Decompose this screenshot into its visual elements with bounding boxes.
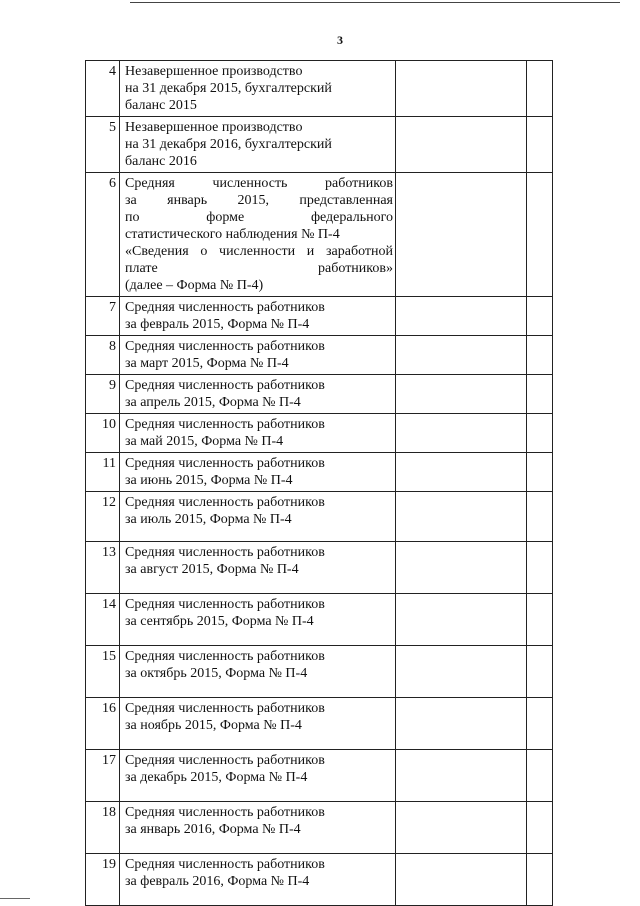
- description-line: Средняя численность работников: [125, 378, 325, 393]
- extra-cell: [527, 453, 553, 492]
- row-number: 16: [86, 698, 120, 750]
- description-line: баланс 2016: [125, 154, 197, 169]
- description-line: по форме федерального: [125, 210, 393, 225]
- description-line: Незавершенное производство: [125, 120, 303, 135]
- value-cell: [396, 698, 527, 750]
- value-cell: [396, 117, 527, 173]
- table-row: [86, 173, 553, 297]
- description-line: за январь 2015, представленная: [125, 193, 393, 208]
- extra-cell: [527, 646, 553, 698]
- row-description: [120, 750, 396, 802]
- row-number: 8: [86, 336, 120, 375]
- table-row: [86, 117, 553, 173]
- description-line: за июль 2015, Форма № П-4: [125, 512, 292, 527]
- table-row: [86, 698, 553, 750]
- table-row: [86, 542, 553, 594]
- table-row: [86, 297, 553, 336]
- description-line: Средняя численность работников: [125, 545, 325, 560]
- extra-cell: [527, 854, 553, 906]
- description-line: за февраль 2016, Форма № П-4: [125, 874, 310, 889]
- row-description: [120, 492, 396, 542]
- description-line: на 31 декабря 2016, бухгалтерский: [125, 137, 332, 152]
- table-row: [86, 750, 553, 802]
- table-row: [86, 594, 553, 646]
- row-number: 17: [86, 750, 120, 802]
- table-row: [86, 375, 553, 414]
- table-row: [86, 336, 553, 375]
- row-number: 13: [86, 542, 120, 594]
- extra-cell: [527, 750, 553, 802]
- description-line: Незавершенное производство: [125, 64, 303, 79]
- value-cell: [396, 297, 527, 336]
- value-cell: [396, 61, 527, 117]
- description-line: Средняя численность работников: [125, 417, 325, 432]
- description-line: Средняя численность работников: [125, 456, 325, 471]
- row-number: 14: [86, 594, 120, 646]
- row-description: [120, 117, 396, 173]
- description-line: Средняя численность работников: [125, 649, 325, 664]
- row-number: 9: [86, 375, 120, 414]
- value-cell: [396, 375, 527, 414]
- description-line: Средняя численность работников: [125, 597, 325, 612]
- table-row: [86, 61, 553, 117]
- extra-cell: [527, 414, 553, 453]
- value-cell: [396, 492, 527, 542]
- row-description: [120, 336, 396, 375]
- description-line: за декабрь 2015, Форма № П-4: [125, 770, 308, 785]
- row-description: [120, 646, 396, 698]
- value-cell: [396, 646, 527, 698]
- description-line: Средняя численность работников: [125, 857, 325, 872]
- row-number: 10: [86, 414, 120, 453]
- description-line: за август 2015, Форма № П-4: [125, 562, 299, 577]
- description-line: за сентябрь 2015, Форма № П-4: [125, 614, 314, 629]
- value-cell: [396, 802, 527, 854]
- table-row: [86, 492, 553, 542]
- extra-cell: [527, 542, 553, 594]
- row-description: [120, 414, 396, 453]
- row-number: 5: [86, 117, 120, 173]
- value-cell: [396, 336, 527, 375]
- table-row: [86, 414, 553, 453]
- description-line: «Сведения о численности и заработной: [125, 244, 393, 259]
- description-line: за февраль 2015, Форма № П-4: [125, 317, 310, 332]
- row-number: 19: [86, 854, 120, 906]
- row-description: [120, 542, 396, 594]
- row-description: [120, 297, 396, 336]
- extra-cell: [527, 117, 553, 173]
- row-number: 15: [86, 646, 120, 698]
- description-line: за октябрь 2015, Форма № П-4: [125, 666, 308, 681]
- row-number: 7: [86, 297, 120, 336]
- value-cell: [396, 173, 527, 297]
- value-cell: [396, 854, 527, 906]
- row-number: 6: [86, 173, 120, 297]
- description-line: Средняя численность работников: [125, 176, 393, 191]
- extra-cell: [527, 297, 553, 336]
- extra-cell: [527, 61, 553, 117]
- data-table: [85, 60, 553, 906]
- row-description: [120, 854, 396, 906]
- extra-cell: [527, 594, 553, 646]
- row-description: [120, 453, 396, 492]
- table-row: [86, 802, 553, 854]
- value-cell: [396, 594, 527, 646]
- description-line: (далее – Форма № П-4): [125, 278, 264, 293]
- row-description: [120, 375, 396, 414]
- description-line: за март 2015, Форма № П-4: [125, 356, 289, 371]
- row-description: [120, 802, 396, 854]
- value-cell: [396, 453, 527, 492]
- row-description: [120, 594, 396, 646]
- description-line: за ноябрь 2015, Форма № П-4: [125, 718, 302, 733]
- row-description: [120, 698, 396, 750]
- description-line: баланс 2015: [125, 98, 197, 113]
- description-line: Средняя численность работников: [125, 300, 325, 315]
- description-line: Средняя численность работников: [125, 339, 325, 354]
- row-description: [120, 61, 396, 117]
- description-line: Средняя численность работников: [125, 805, 325, 820]
- bottom-edge-line: [0, 898, 30, 899]
- table-row: [86, 854, 553, 906]
- row-number: 18: [86, 802, 120, 854]
- table-row: [86, 453, 553, 492]
- top-edge-line: [130, 2, 620, 3]
- description-line: плате работников»: [125, 261, 393, 276]
- description-line: Средняя численность работников: [125, 753, 325, 768]
- table-row: [86, 646, 553, 698]
- value-cell: [396, 414, 527, 453]
- extra-cell: [527, 336, 553, 375]
- page-number: 3: [337, 33, 343, 47]
- description-line: на 31 декабря 2015, бухгалтерский: [125, 81, 332, 96]
- description-line: Средняя численность работников: [125, 495, 325, 510]
- extra-cell: [527, 492, 553, 542]
- description-line: за июнь 2015, Форма № П-4: [125, 473, 293, 488]
- extra-cell: [527, 802, 553, 854]
- description-line: за май 2015, Форма № П-4: [125, 434, 284, 449]
- value-cell: [396, 542, 527, 594]
- extra-cell: [527, 698, 553, 750]
- extra-cell: [527, 375, 553, 414]
- description-line: за апрель 2015, Форма № П-4: [125, 395, 301, 410]
- row-description: [120, 173, 396, 297]
- description-line: статистического наблюдения № П-4: [125, 227, 340, 242]
- row-number: 12: [86, 492, 120, 542]
- value-cell: [396, 750, 527, 802]
- extra-cell: [527, 173, 553, 297]
- description-line: за январь 2016, Форма № П-4: [125, 822, 301, 837]
- description-line: Средняя численность работников: [125, 701, 325, 716]
- row-number: 11: [86, 453, 120, 492]
- row-number: 4: [86, 61, 120, 117]
